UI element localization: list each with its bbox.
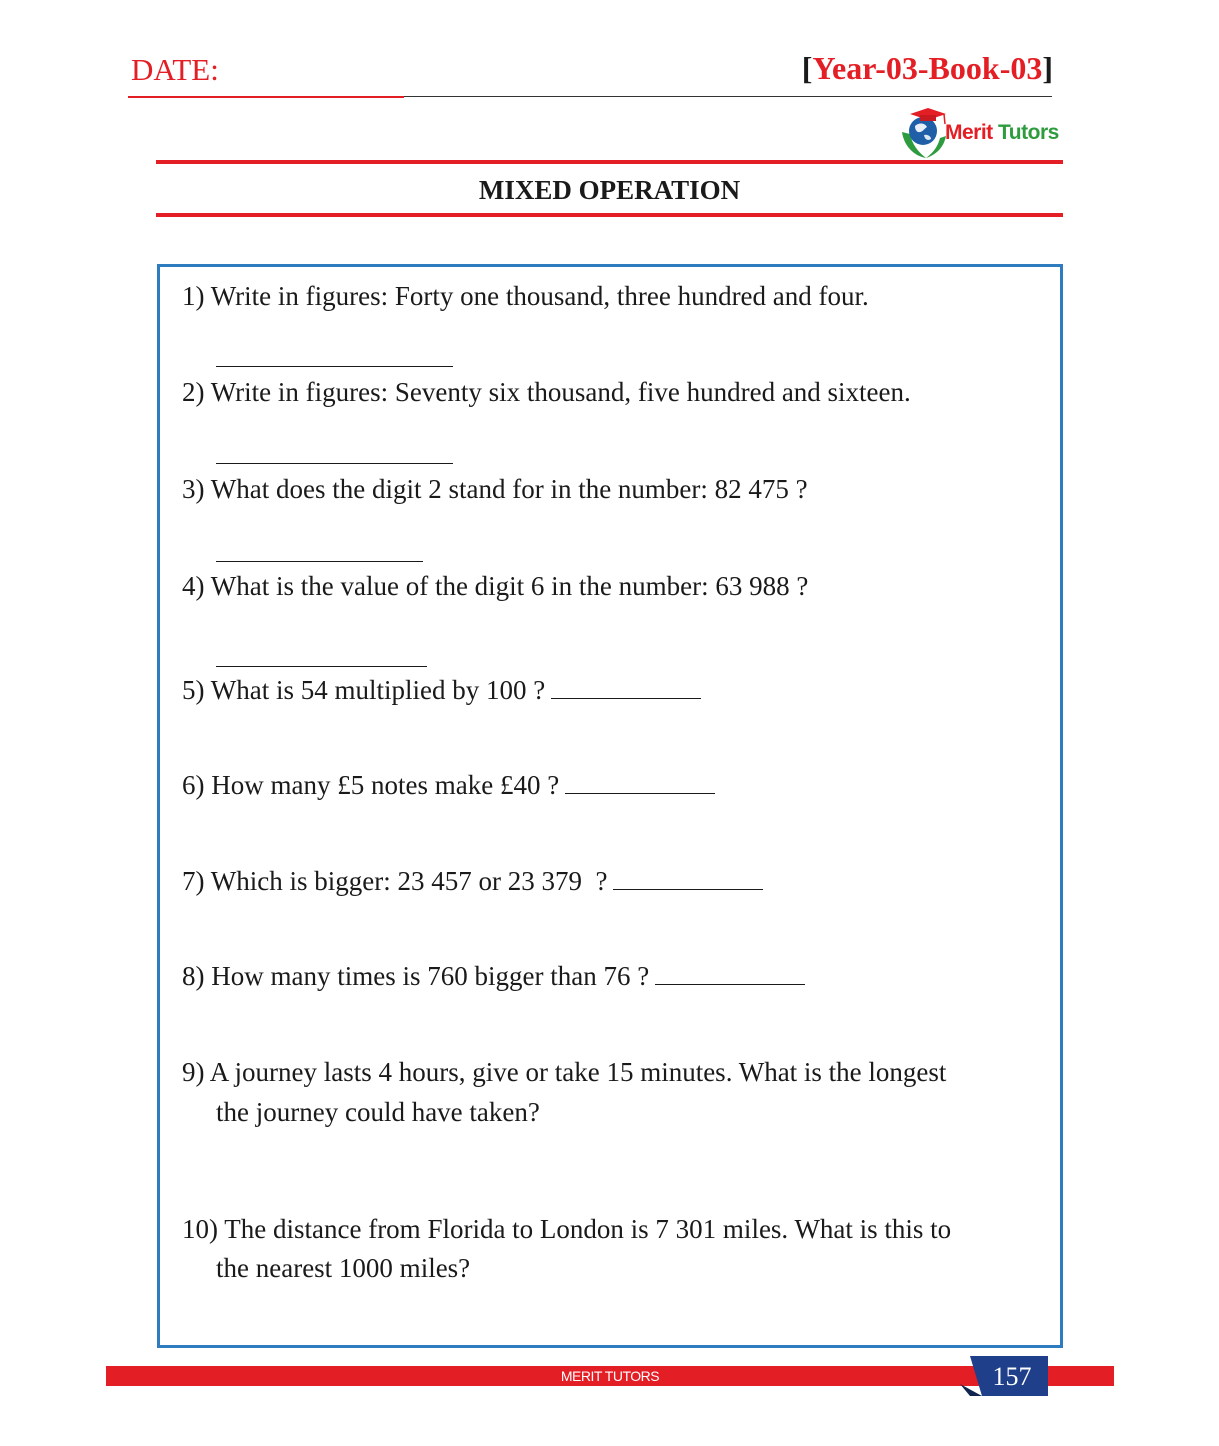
question-number: 1) xyxy=(182,281,205,311)
book-code-text: Year-03-Book-03 xyxy=(812,50,1043,86)
answer-blank-5[interactable] xyxy=(551,676,701,699)
question-number: 6) xyxy=(182,770,205,800)
question-1 xyxy=(182,277,869,316)
question-number: 8) xyxy=(182,961,205,991)
title-rule-bottom xyxy=(156,213,1063,217)
question-text: Write in figures: Forty one thousand, three hundred and four. xyxy=(210,281,869,311)
question-7 xyxy=(182,862,763,901)
question-number: 3) xyxy=(182,474,205,504)
question-10 xyxy=(182,1210,951,1249)
date-underline xyxy=(128,96,404,98)
page-title: MIXED OPERATION xyxy=(478,175,741,205)
logo-text xyxy=(945,119,1059,147)
question-text: A journey lasts 4 hours, give or take 15 minutes. What is the longest xyxy=(209,1057,947,1087)
answer-line-2[interactable] xyxy=(216,463,453,464)
answer-blank-8[interactable] xyxy=(655,962,805,985)
question-number: 7) xyxy=(182,866,205,896)
logo-tutors: Tutors xyxy=(998,121,1059,144)
question-8 xyxy=(182,957,805,996)
question-4 xyxy=(182,567,808,606)
question-text: What is the value of the digit 6 in the number: 63 988 ? xyxy=(210,571,809,601)
answer-line-1[interactable] xyxy=(216,366,453,367)
question-10-continued: the nearest 1000 miles? xyxy=(216,1253,471,1283)
title-rule-top xyxy=(156,160,1063,164)
question-number: 9) xyxy=(182,1057,205,1087)
date-label: DATE: xyxy=(131,52,219,87)
footer-brand: MERIT TUTORS xyxy=(560,1368,660,1384)
page-number: 157 xyxy=(992,1362,1032,1391)
answer-blank-6[interactable] xyxy=(565,771,715,794)
question-2 xyxy=(182,373,911,412)
question-text: The distance from Florida to London is 7 301 miles. What is this to xyxy=(224,1214,952,1244)
question-9-continued: the journey could have taken? xyxy=(216,1097,540,1127)
question-text: How many £5 notes make £40 ? xyxy=(211,770,560,800)
question-9 xyxy=(182,1053,946,1092)
header-rule xyxy=(404,96,1052,97)
question-text: What is 54 multiplied by 100 ? xyxy=(210,675,546,705)
question-5 xyxy=(182,671,701,710)
question-text: Which is bigger: 23 457 or 23 379 ? xyxy=(210,866,608,896)
question-3 xyxy=(182,470,808,509)
question-number: 2) xyxy=(182,377,205,407)
question-text: How many times is 760 bigger than 76 ? xyxy=(211,961,650,991)
question-number: 4) xyxy=(182,571,205,601)
answer-blank-7[interactable] xyxy=(613,867,763,890)
book-code xyxy=(802,48,1053,88)
book-code-close-bracket: ] xyxy=(1042,50,1053,86)
question-number: 5) xyxy=(182,675,205,705)
question-text: What does the digit 2 stand for in the number: 82 475 ? xyxy=(210,474,808,504)
book-code-open-bracket: [ xyxy=(801,50,813,86)
question-6 xyxy=(182,766,715,805)
logo-merit: Merit xyxy=(945,121,993,144)
question-box xyxy=(157,264,1063,1348)
answer-line-4[interactable] xyxy=(216,666,427,667)
answer-line-3[interactable] xyxy=(216,561,423,562)
question-number: 10) xyxy=(182,1214,218,1244)
question-text: Write in figures: Seventy six thousand, five hundred and sixteen. xyxy=(210,377,911,407)
